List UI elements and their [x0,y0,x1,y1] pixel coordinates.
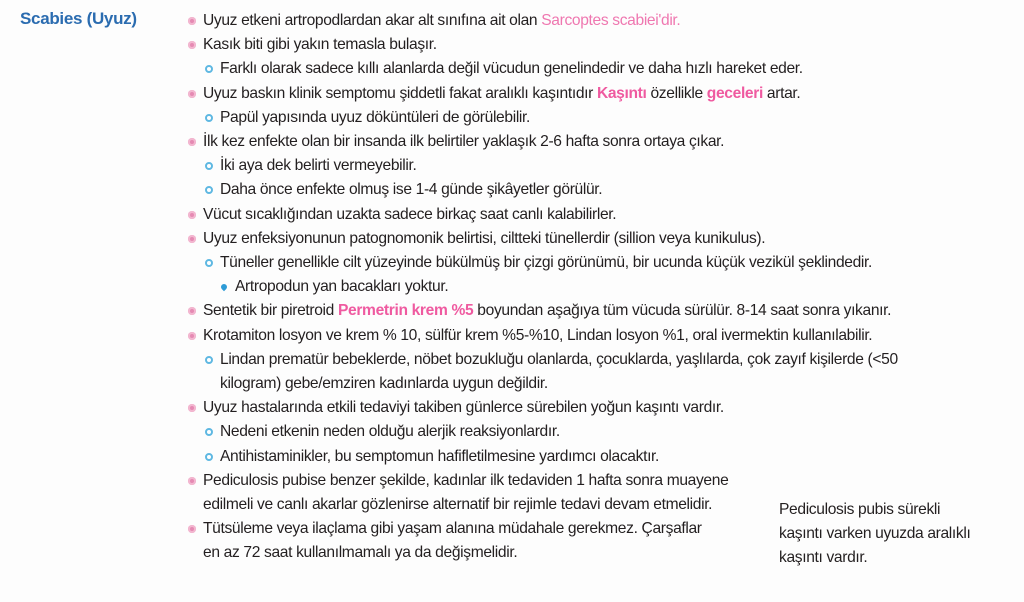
list-item [187,396,1007,420]
item-text: artar. [762,84,801,102]
list-item [187,324,1007,348]
circle-bullet-icon [205,259,213,267]
circle-bullet-icon [188,90,196,98]
item-text: kilogram) gebe/emziren kadınlarda uygun değildir. [220,375,548,393]
item-text: Pediculosis pubise benzer şekilde, kadınlar ilk tedaviden 1 hafta sonra muayene [203,471,729,489]
section-heading: Scabies (Uyuz) [20,9,137,28]
side-note-line: Pediculosis pubis sürekli [779,501,941,518]
list-item [187,445,1007,469]
item-text: Krotamiton losyon ve krem % 10, sülfür krem %5-%10, Lindan losyon %1, oral ivermektin kullanılabilir. [203,326,873,344]
item-text: Uyuz etkeni artropodlardan akar alt sınıfına ait olan [203,12,542,29]
item-text: Daha önce enfekte olmuş ise 1-4 günde şikâyetler görülür. [220,181,603,199]
circle-bullet-icon [188,307,196,315]
list-item [187,372,1007,396]
circle-bullet-icon [205,162,213,170]
item-text: edilmeli ve canlı akarlar gözlenirse alternatif bir rejimle tedavi devam etmelidir. [203,496,713,514]
side-note-line: kaşıntı vardır. [779,549,868,567]
list-item [187,275,1007,299]
highlight-text: geceleri [706,84,763,102]
circle-bullet-icon [188,404,196,412]
list-item [187,130,1007,154]
list-item [187,251,1007,275]
drop-bullet-icon [220,283,228,291]
item-text: Nedeni etkenin neden olduğu alerjik reaksiyonlardır. [220,423,560,441]
list-item [187,154,1007,178]
circle-bullet-icon [188,477,196,485]
highlight-text: Permetrin krem %5 [337,302,474,320]
item-text: en az 72 saat kullanılmamalı ya da değişmelidir. [203,544,518,562]
highlight-text: Kaşıntı [596,84,647,102]
item-text: Tütsüleme veya ilaçlama gibi yaşam alanına müdahale gerekmez. Çarşaflar [203,520,702,538]
list-item [187,33,1007,57]
circle-bullet-icon [188,235,196,243]
item-text: Vücut sıcaklığından uzakta sadece birkaç saat canlı kalabilirler. [203,205,617,223]
circle-bullet-icon [188,525,196,533]
list-item [187,9,1007,33]
circle-bullet-icon [205,453,213,461]
circle-bullet-icon [205,114,213,122]
circle-bullet-icon [188,332,196,340]
item-text: boyundan aşağıya tüm vücuda sürülür. 8-14 saat sonra yıkanır. [473,302,892,320]
bullet-list [187,9,1007,566]
item-text: İlk kez enfekte olan bir insanda ilk belirtiler yaklaşık 2-6 hafta sonra ortaya çıkar. [203,133,725,151]
item-text: Artropodun yan bacakları yoktur. [235,278,449,296]
circle-bullet-icon [205,186,213,194]
item-text: İki aya dek belirti vermeyebilir. [220,157,417,175]
circle-bullet-icon [188,17,196,25]
circle-bullet-icon [205,356,213,364]
list-item [187,106,1007,130]
item-text: özellikle [646,84,707,102]
circle-bullet-icon [205,65,213,73]
item-text: Kasık biti gibi yakın temasla bulaşır. [203,36,437,54]
list-item [187,57,1007,81]
list-item [187,348,1007,372]
side-note-line: kaşıntı varken uyuzda aralıklı [779,525,971,543]
list-item [187,203,1007,227]
item-text: Papül yapısında uyuz döküntüleri de görülebilir. [220,108,531,126]
item-text: Sentetik bir piretroid [203,302,338,320]
item-text: Uyuz enfeksiyonunun patognomonik belirtisi, ciltteki tünellerdir (sillion veya kunikulus). [203,229,766,247]
list-item [187,469,1007,493]
item-text: Antihistaminikler, bu semptomun hafifletilmesine yardımcı olacaktır. [220,447,660,465]
list-item [187,178,1007,202]
circle-bullet-icon [205,428,213,436]
list-item [187,82,1007,106]
list-item [187,299,1007,323]
item-text: Farklı olarak sadece kıllı alanlarda değil vücudun genelindedir ve daha hızlı hareket eder. [220,60,803,78]
circle-bullet-icon [188,41,196,49]
list-item [187,227,1007,251]
list-item [187,420,1007,444]
circle-bullet-icon [188,211,196,219]
item-text: Tüneller genellikle cilt yüzeyinde bükülmüş bir çizgi görünümü, bir ucunda küçük vezikül şeklindedir. [220,254,872,272]
item-text: Lindan prematür bebeklerde, nöbet bozukluğu olanlarda, çocuklarda, yaşlılarda, çok zayıf kişilerde (<50 [220,350,898,368]
circle-bullet-icon [188,138,196,146]
side-note [779,498,1009,571]
item-text: Uyuz hastalarında etkili tedaviyi takiben günlerce sürebilen yoğun kaşıntı vardır. [203,399,724,417]
highlight-text: Sarcoptes scabiei'dir. [541,12,681,29]
item-text: Uyuz baskın klinik semptomu şiddetli fakat aralıklı kaşıntıdır [203,84,597,102]
